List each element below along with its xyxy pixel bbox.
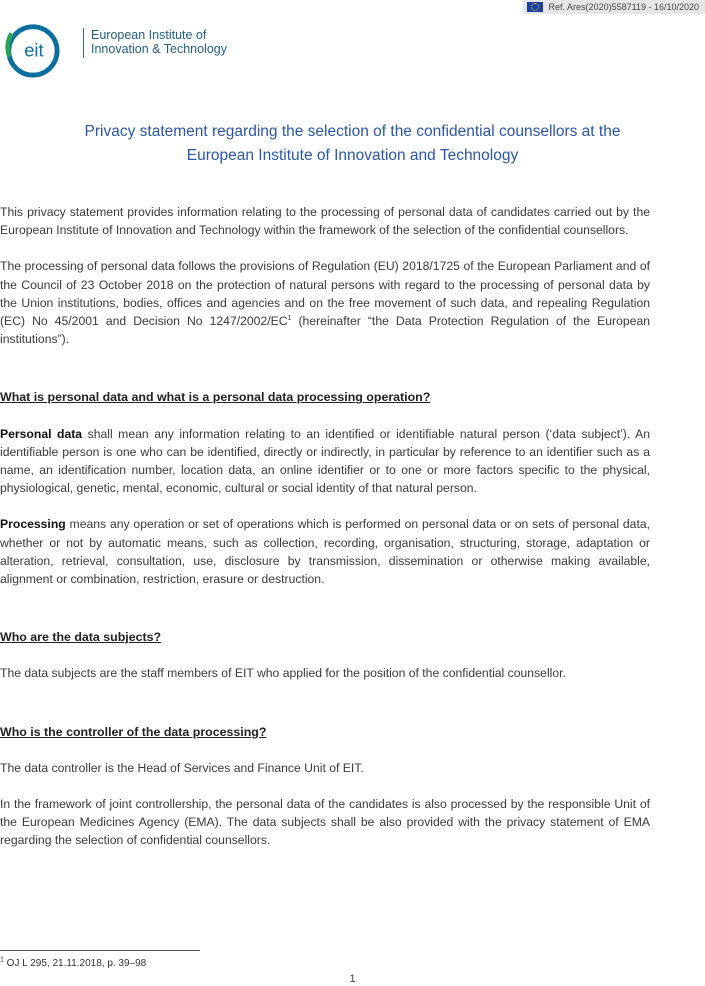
intro-paragraph-1: This privacy statement provides information relating to the processing of personal data of candidates carried out by the European Institute of Innovation and Technology within the framework of the selection of the confidential counsellors. — [0, 205, 650, 238]
footnote — [0, 958, 146, 969]
logo-line-1: European Institute of — [91, 28, 207, 42]
personal-data-definition-text: shall mean any information relating to an identified or identifiable natural person (‘data subject’). An identifiable person is one who can be identified, directly or indirectly, in particular by reference to an identifier such as a name, an identification number, location data, an online identifier or to one or more factors specific to the physical, physiological, genetic, mental, economic, cultural or social identity of that natural person. — [0, 426, 651, 496]
term-personal-data: Personal data — [0, 426, 83, 441]
page-number: 1 — [349, 973, 356, 985]
logo-line-2: Innovation & Technology — [91, 42, 227, 56]
footnote-text: OJ L 295, 21.11.2018, p. 39–98 — [3, 958, 147, 969]
intro-paragraph-2 — [0, 257, 650, 348]
data-subjects-text: The data subjects are the staff members of EIT who applied for the position of the confidential counsellor. — [0, 666, 566, 681]
intro-paragraph-2-tail: (hereinafter “the Data Protection Regulation of the European institutions”). — [0, 314, 650, 347]
processing-definition — [0, 515, 650, 588]
eit-logo-mark-icon — [2, 20, 60, 78]
reference-text: Ref. Ares(2020)5587119 - 16/10/2020 — [548, 2, 699, 12]
footnote-ref: 1 — [287, 314, 292, 322]
title-line-2: European Institute of Innovation and Technology — [186, 147, 519, 164]
logo-wordmark — [91, 28, 227, 56]
footnote-number: 1 — [0, 956, 4, 964]
document-title — [0, 120, 705, 168]
section-heading-data-subjects: Who are the data subjects? — [0, 630, 162, 645]
controller-text-2: In the framework of joint controllership, the personal data of the candidates is also processed by the responsible Unit of the European Medicines Agency (EMA). The data subjects shall be also provided with the privacy statement of EMA regarding the selection of confidential counsellors. — [0, 797, 650, 848]
processing-definition-text: means any operation or set of operations which is performed on personal data or on sets of personal data, whether or not by automatic means, such as collection, recording, organisation, structuring, storage, adaptation or alteration, retrieval, consultation, use, disclosure by transmission, dissemination or otherwise making available, alignment or combination, restriction, erasure or destruction. — [0, 517, 650, 587]
intro-paragraph-2-text: The processing of personal data follows the provisions of Regulation (EU) 2018/1725 of the European Parliament and of the Council of 23 October 2018 on the protection of natural persons with regard to the processing of personal data by the Union institutions, bodies, offices and agencies and on the free movement of such data, and repealing Regulation (EC) No 45/2001 and Decision No 1247/2002/EC — [0, 259, 650, 329]
title-line-1: Privacy statement regarding the selection of the confidential counsellors at the — [84, 123, 621, 140]
logo-abbr: eit — [24, 39, 44, 61]
section-heading-personal-data: What is personal data and what is a personal data processing operation? — [0, 390, 431, 405]
logo-divider — [83, 28, 84, 58]
term-processing: Processing — [0, 517, 66, 532]
eit-logo — [0, 18, 290, 82]
section-heading-controller: Who is the controller of the data processing? — [0, 724, 267, 739]
reference-stamp — [523, 0, 705, 14]
personal-data-definition — [0, 425, 650, 498]
footnote-separator — [0, 950, 200, 951]
document-body — [0, 203, 650, 850]
eu-flag-icon — [527, 2, 543, 12]
controller-text-1: The data controller is the Head of Services and Finance Unit of EIT. — [0, 760, 364, 775]
